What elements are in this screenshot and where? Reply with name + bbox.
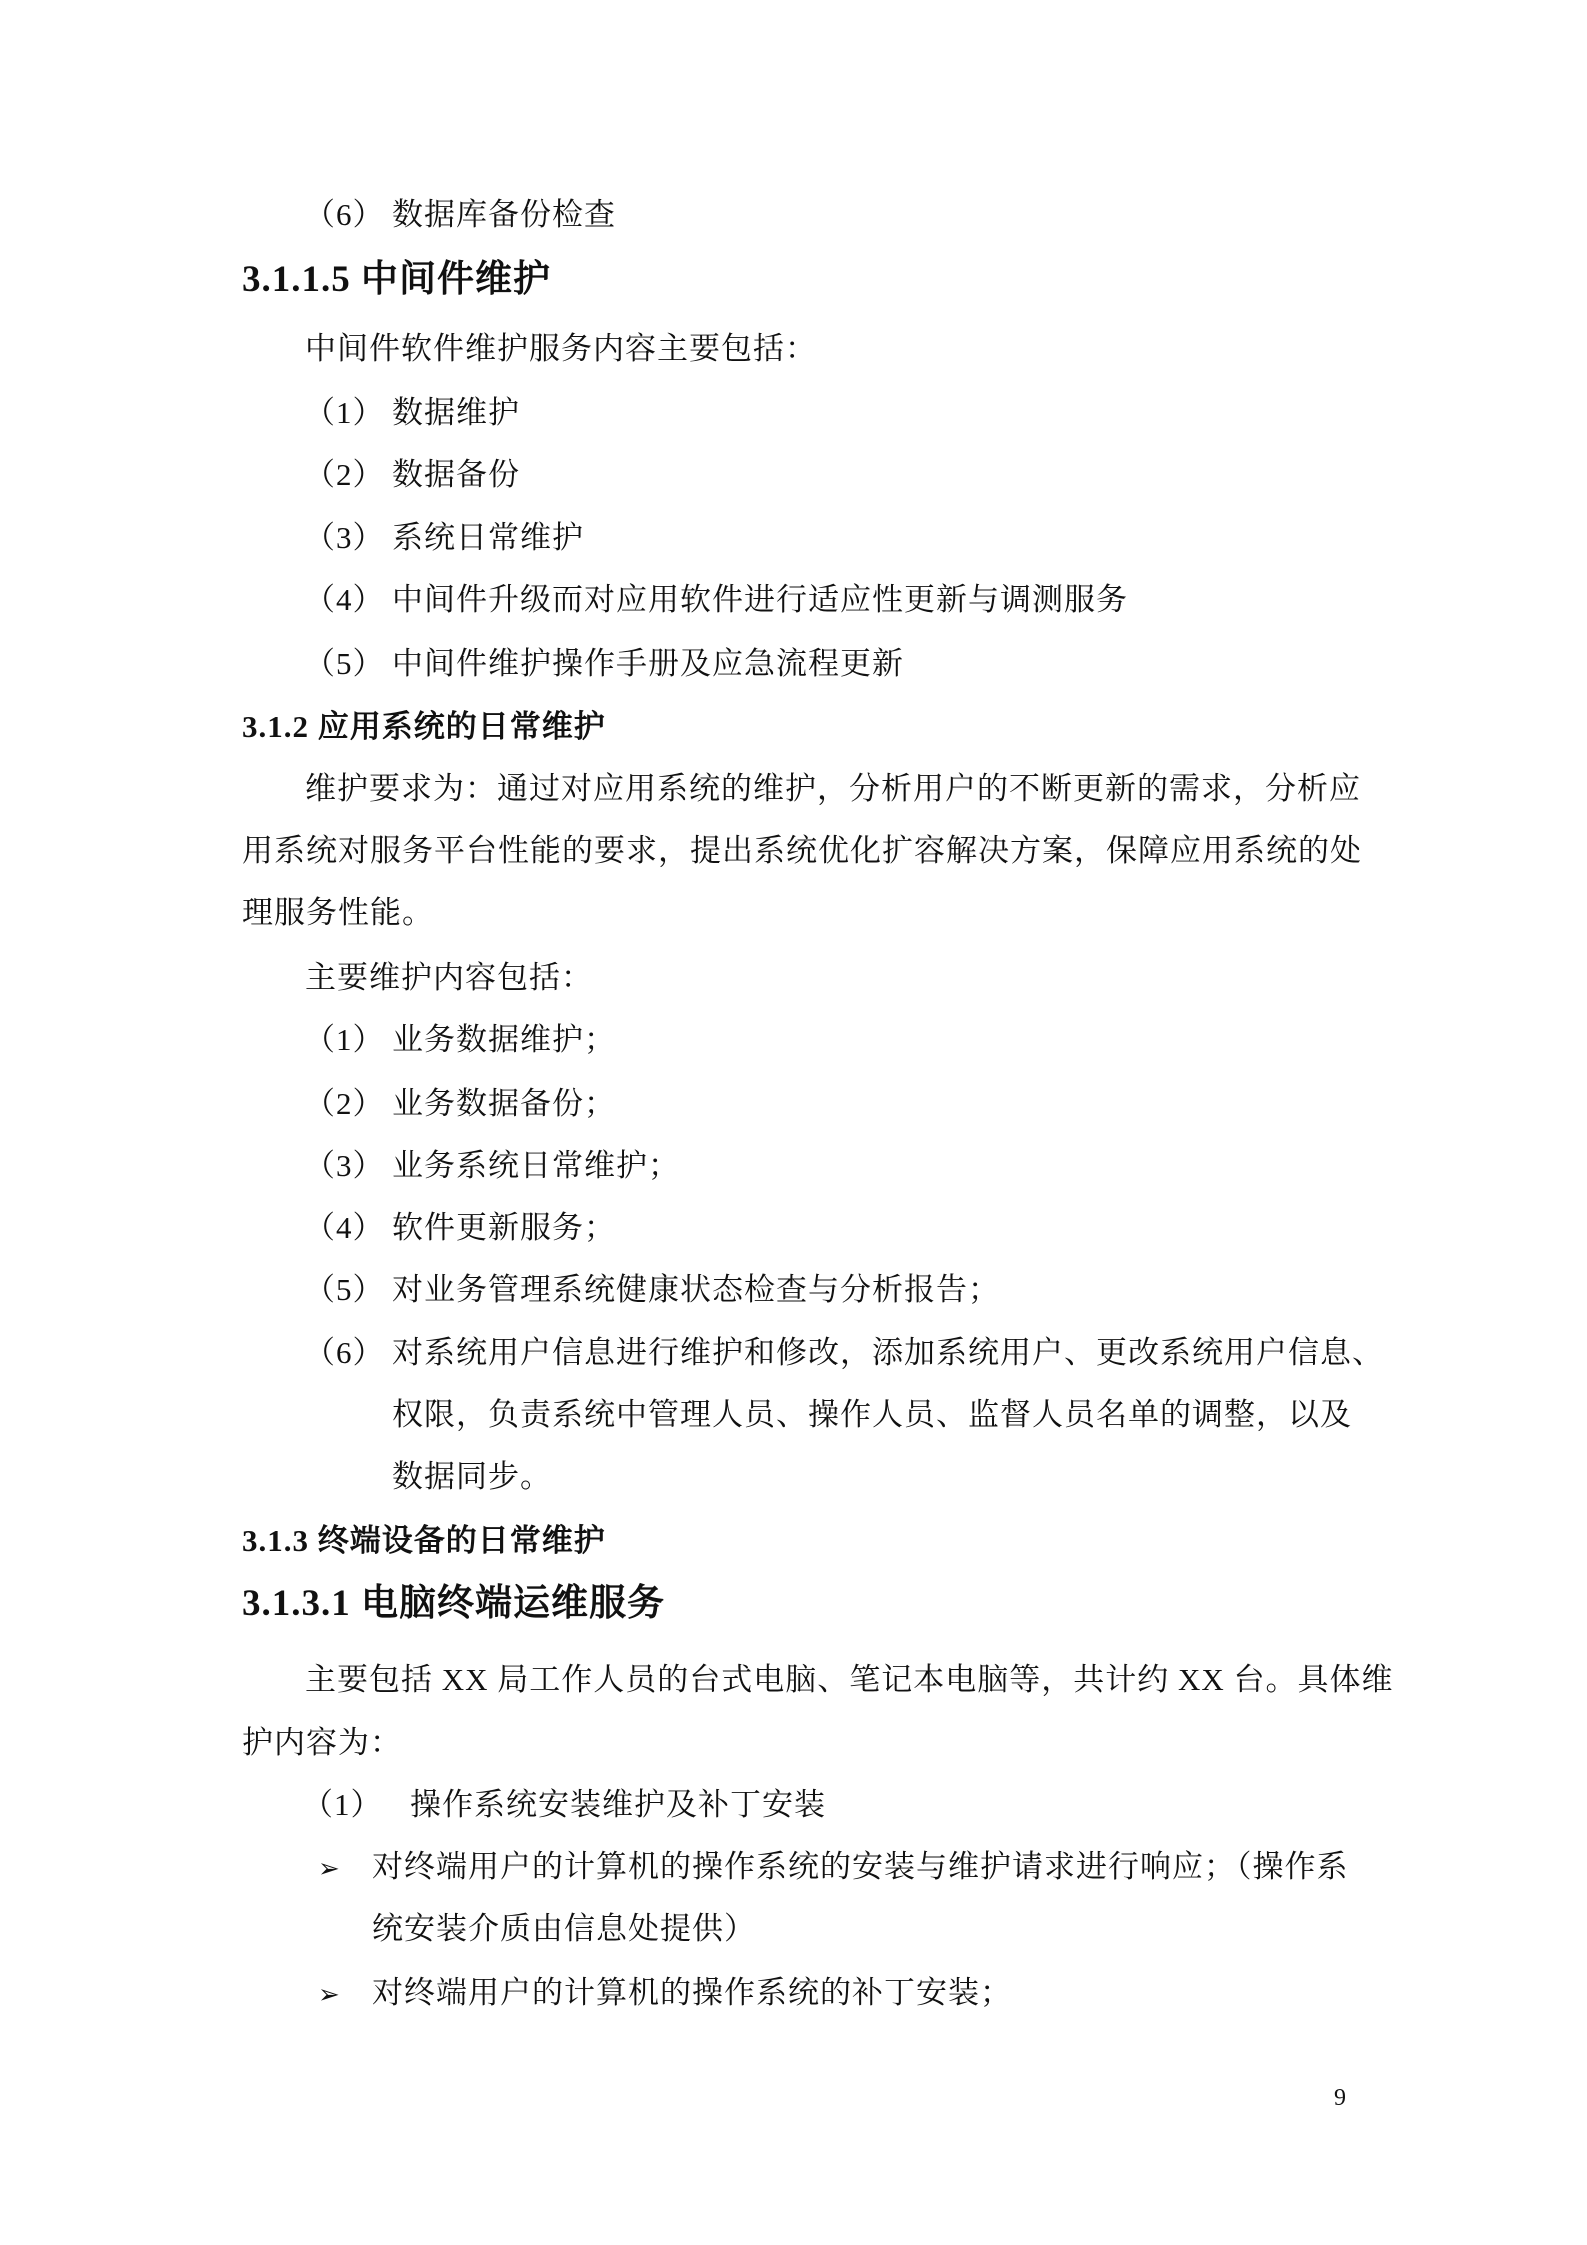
- list-item: [304, 195, 616, 235]
- list-text: 操作系统安装维护及补丁安装: [410, 1787, 826, 1822]
- list-item: [304, 1208, 616, 1248]
- list-text: 软件更新服务；: [392, 1210, 616, 1245]
- list-item: [304, 1333, 1384, 1373]
- list-item: [304, 1146, 680, 1186]
- list-item: [304, 1270, 1000, 1310]
- list-number: （2）: [304, 1086, 385, 1121]
- section-heading-3-1-3: 3.1.3 终端设备的日常维护: [242, 1523, 606, 1558]
- list-text: 业务数据维护；: [392, 1022, 616, 1057]
- list-item: [304, 644, 904, 684]
- arrow-bullet-icon: ➢: [318, 1854, 341, 1884]
- page-number: 9: [1334, 2085, 1346, 2111]
- list-number: （5）: [304, 646, 385, 681]
- list-item-continuation: 数据同步。: [392, 1459, 552, 1494]
- list-number: （1）: [304, 1022, 385, 1057]
- bullet-text: 对终端用户的计算机的操作系统的安装与维护请求进行响应；（操作系: [372, 1849, 1349, 1884]
- section-intro: 中间件软件维护服务内容主要包括：: [305, 331, 817, 366]
- list-text: 对系统用户信息进行维护和修改，添加系统用户、更改系统用户信息、: [392, 1335, 1384, 1370]
- section-heading-3-1-1-5: 3.1.1.5 中间件维护: [242, 259, 551, 300]
- bullet-text: 对终端用户的计算机的操作系统的补丁安装；: [372, 1975, 1012, 2010]
- paragraph-line: 护内容为：: [242, 1725, 402, 1760]
- list-item: [304, 580, 1128, 620]
- list-text: 数据库备份检查: [392, 197, 616, 232]
- list-item: [304, 393, 520, 433]
- section-heading-3-1-2: 3.1.2 应用系统的日常维护: [242, 709, 606, 744]
- sub-list-item: [302, 1785, 826, 1825]
- list-number: （6）: [304, 197, 385, 232]
- section-heading-3-1-3-1: 3.1.3.1 电脑终端运维服务: [242, 1583, 665, 1624]
- paragraph-line: 主要包括 XX 局工作人员的台式电脑、笔记本电脑等，共计约 XX 台。具体维: [305, 1662, 1394, 1697]
- paragraph-line: 用系统对服务平台性能的要求，提出系统优化扩容解决方案，保障应用系统的处: [242, 833, 1362, 868]
- list-text: 中间件升级而对应用软件进行适应性更新与调测服务: [392, 582, 1128, 617]
- list-number: （1）: [302, 1787, 383, 1822]
- paragraph-line: 理服务性能。: [242, 895, 434, 930]
- list-item: [304, 1020, 616, 1060]
- list-text: 数据备份: [392, 457, 520, 492]
- list-text: 对业务管理系统健康状态检查与分析报告；: [392, 1272, 1000, 1307]
- list-number: （4）: [304, 582, 385, 617]
- arrow-bullet-icon: ➢: [318, 1980, 341, 2010]
- bullet-item: [318, 1973, 1012, 2013]
- list-number: （3）: [304, 520, 385, 555]
- list-text: 中间件维护操作手册及应急流程更新: [392, 646, 904, 681]
- list-number: （5）: [304, 1272, 385, 1307]
- list-number: （4）: [304, 1210, 385, 1245]
- bullet-item: [318, 1847, 1349, 1887]
- paragraph-line: 维护要求为：通过对应用系统的维护，分析用户的不断更新的需求，分析应: [305, 771, 1361, 806]
- list-number: （3）: [304, 1148, 385, 1183]
- list-text: 数据维护: [392, 395, 520, 430]
- bullet-item-continuation: 统安装介质由信息处提供）: [372, 1911, 756, 1946]
- section-intro: 主要维护内容包括：: [305, 960, 593, 995]
- list-text: 业务数据备份；: [392, 1086, 616, 1121]
- list-item: [304, 518, 584, 558]
- list-item: [304, 455, 520, 495]
- list-number: （1）: [304, 395, 385, 430]
- list-item: [304, 1084, 616, 1124]
- list-item-continuation: 权限，负责系统中管理人员、操作人员、监督人员名单的调整，以及: [392, 1397, 1352, 1432]
- list-text: 业务系统日常维护；: [392, 1148, 680, 1183]
- list-number: （2）: [304, 457, 385, 492]
- list-text: 系统日常维护: [392, 520, 584, 555]
- list-number: （6）: [304, 1335, 385, 1370]
